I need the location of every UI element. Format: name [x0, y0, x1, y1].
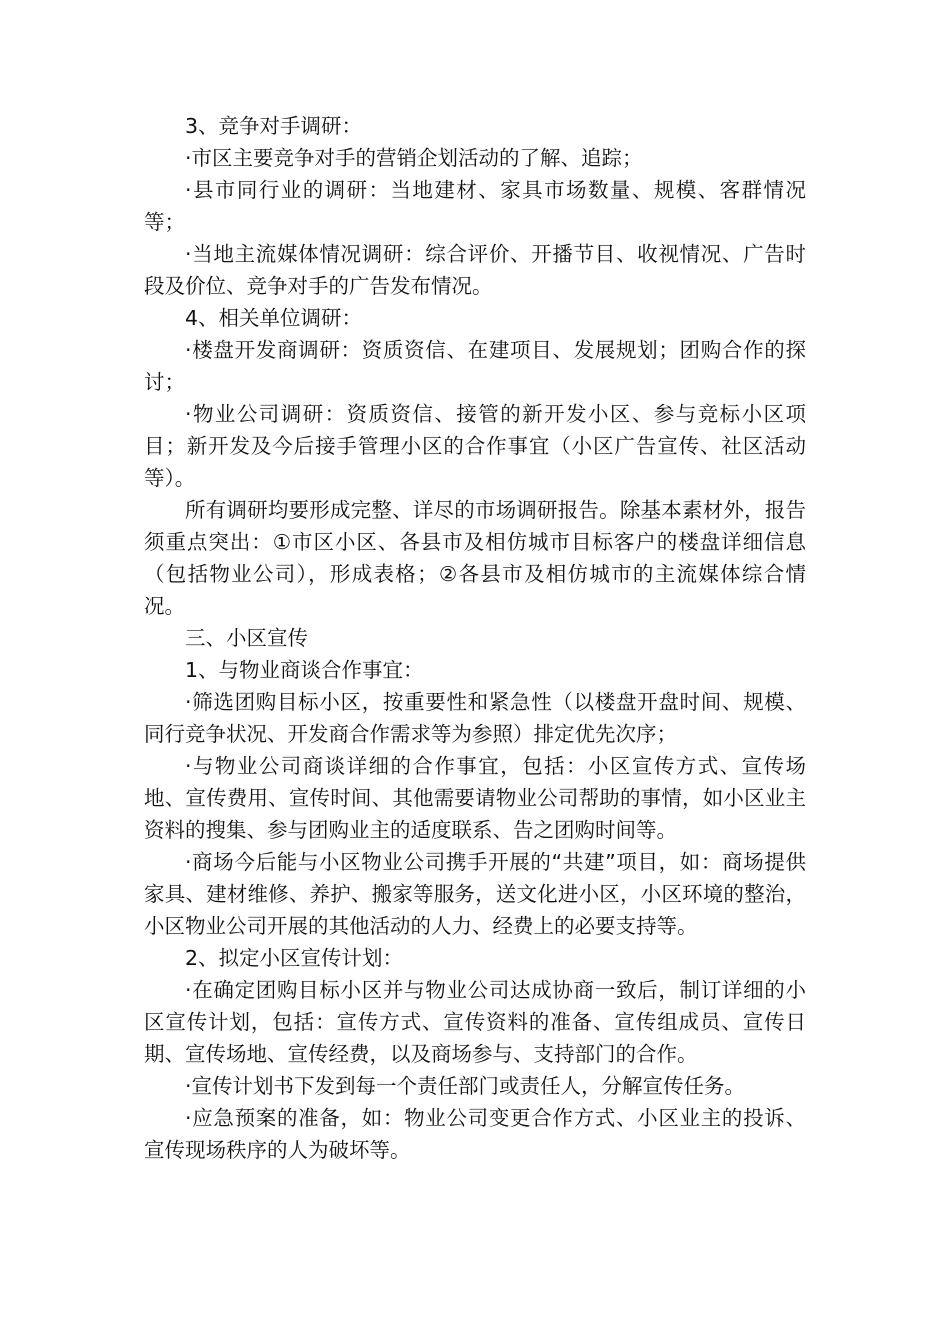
bullet-contingency-plan: ·应急预案的准备，如：物业公司变更合作方式、小区业主的投诉、宣传现场秩序的人为破坏等。	[144, 1106, 806, 1162]
bullet-plan-details: ·在确定团购目标小区并与物业公司达成协商一致后，制订详细的小区宣传计划，包括：宣传方式、宣传资料的准备、宣传组成员、宣传日期、宣传场地、宣传经费，以及商场参与、支持部门的合作。	[144, 978, 806, 1066]
bullet-distribute-plan: ·宣传计划书下发到每一个责任部门或责任人，分解宣传任务。	[185, 1074, 746, 1098]
bullet-property-company-research: ·物业公司调研：资质资信、接管的新开发小区、参与竞标小区项目；新开发及今后接手管理小区的合作事宜（小区广告宣传、社区活动等）。	[144, 402, 806, 490]
bullet-county-industry: ·县市同行业的调研：当地建材、家具市场数量、规模、客群情况等；	[144, 178, 806, 234]
section-heading-related-units: 4、相关单位调研：	[185, 306, 363, 330]
bullet-local-media: ·当地主流媒体情况调研：综合评价、开播节目、收视情况、广告时段及价位、竞争对手的广告发布情况。	[144, 242, 806, 298]
subsection-heading-negotiation: 1、与物业商谈合作事宜：	[185, 658, 424, 682]
bullet-select-target-communities: ·筛选团购目标小区，按重要性和紧急性（以楼盘开盘时间、规模、同行竞争状况、开发商合作需求等为参照）排定优先次序；	[144, 690, 806, 746]
section-heading-community-promotion: 三、小区宣传	[185, 626, 308, 650]
bullet-negotiate-details: ·与物业公司商谈详细的合作事宜，包括：小区宣传方式、宣传场地、宣传费用、宣传时间、其他需要请物业公司帮助的事情，如小区业主资料的搜集、参与团购业主的适度联系、告之团购时间等。	[144, 754, 806, 842]
bullet-developer-research: ·楼盘开发商调研：资质资信、在建项目、发展规划；团购合作的探讨；	[144, 338, 806, 394]
bullet-joint-projects: ·商场今后能与小区物业公司携手开展的“共建”项目，如：商场提供家具、建材维修、养护、搬家等服务，送文化进小区，小区环境的整治，小区物业公司开展的其他活动的人力、经费上的必要支持等。	[144, 850, 806, 938]
bullet-city-competitors: ·市区主要竞争对手的营销企划活动的了解、追踪；	[185, 146, 643, 170]
subsection-heading-promotion-plan: 2、拟定小区宣传计划：	[185, 946, 404, 970]
paragraph-research-report: 所有调研均要形成完整、详尽的市场调研报告。除基本素材外，报告须重点突出：①市区小区、各县市及相仿城市目标客户的楼盘详细信息（包括物业公司），形成表格；②各县市及相仿城市的主流媒体综合情况。	[144, 498, 806, 618]
section-heading-competitor-research: 3、竞争对手调研：	[185, 114, 363, 138]
document-page	[144, 110, 806, 1166]
